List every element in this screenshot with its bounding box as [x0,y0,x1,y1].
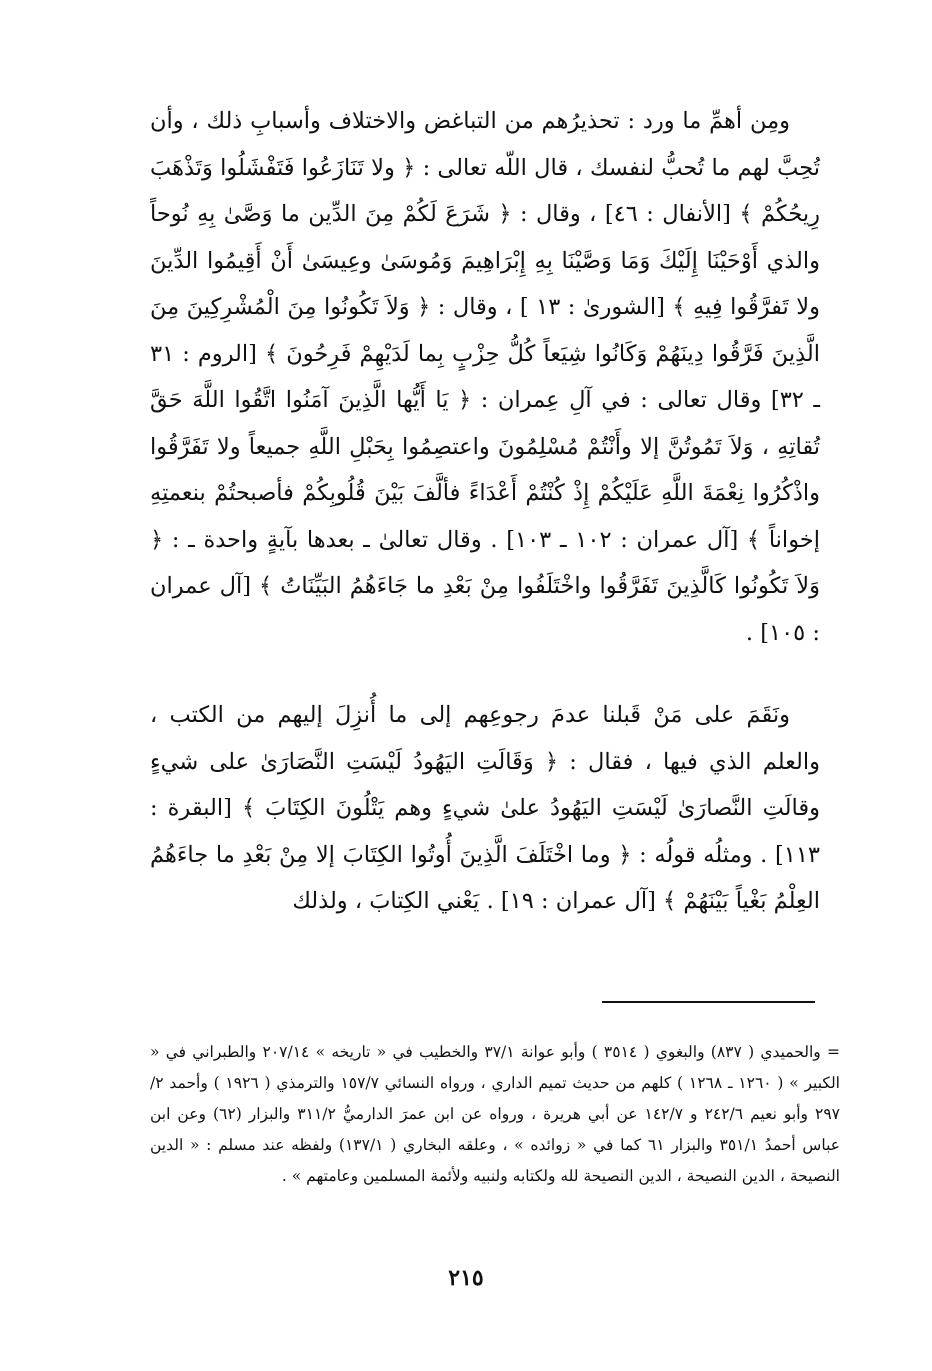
paragraph-2: ونَقَمَ على مَنْ قَبلنا عدمَ رجوعِهم إلى ما أُنزِلَ إليهم من الكتب ، والعلم الذي فيها ، فقال : ﴿ وَقَالَتِ اليَهُودُ لَيْسَتِ النَّصَارَىٰ على شيءٍ وقالَتِ النَّصارَىٰ لَيْسَتِ اليَهُودُ علىٰ شيءٍ وهم يَتْلُونَ الكِتَابَ ﴾ [البقرة : ١١٣] . ومثلُه قولُه : ﴿ وما اخْتَلَفَ الَّذِينَ أُوتُوا الكِتَابَ إلا مِنْ بَعْدِ ما جاءَهُمُ العِلْمُ بَغْياً بَيْنَهُمْ ﴾ [آل عمران : ١٩] . يَعْني الكِتابَ ، ولذلك [150,702,820,914]
paragraph-1: ومِن أهمِّ ما ورد : تحذيرُهم من التباغض والاختلاف وأسبابِ ذلك ، وأن تُحِبَّ لهم ما تُحبُّ لنفسك ، قال اللّه تعالى : ﴿ ولا تَنَازَعُوا فَتَفْشَلُوا وَتَذْهَبَ رِيحُكُمْ ﴾ [الأنفال : ٤٦] ، وقال : ﴿ شَرَعَ لَكُمْ مِنَ الدِّين ما وَصَّىٰ بِهِ نُوحاً والذي أَوْحَيْنَا إِلَيْكَ وَمَا وَصَّيْنَا بِهِ إِبْرَاهِيمَ وَمُوسَىٰ وعِيسَىٰ أَنْ أَقِيمُوا الدِّينَ ولا تَفرَّقُوا فِيهِ ﴾ [الشورىٰ : ١٣ ] ، وقال : ﴿ وَلاَ تَكُونُوا مِنَ الْمُشْرِكِينَ مِنَ الَّذِينَ فَرَّقُوا دِينَهُمْ وَكَانُوا شِيَعاً كُلُّ حِزْبٍ بِما لَدَيْهِمْ فَرِحُونَ ﴾ [الروم : ٣١ ـ ٣٢] وقال تعالى : في آلِ عِمران : ﴿ يَا أَيُّها الَّذِينَ آمَنُوا اتَّقُوا اللَّهَ حَقَّ تُقاتِهِ ، وَلاَ تَمُوتُنَّ إلا وأَنْتُمْ مُسْلِمُونَ واعتصِمُوا بِحَبْلِ اللَّهِ جميعاً ولا تَفَرَّقُوا واذْكُرُوا نِعْمَةَ اللَّهِ عَلَيْكُمْ إِذْ كُنْتُمْ أَعْدَاءً فألَّفَ بَيْنَ قُلُوبِكُمْ فأصبحتُمْ بنعمتِهِ إخواناً ﴾ [آل عمران : ١٠٢ ـ ١٠٣] . وقال تعالىٰ ـ بعدها بآيةٍ واحدة ـ : ﴿ وَلاَ تَكُونُوا كَالَّذِينَ تَفَرَّقُوا واخْتَلَفُوا مِنْ بَعْدِ ما جَاءَهُمُ البَيِّنَاتُ ﴾ [آل عمران : ١٠٥] . [150,108,820,646]
page-number: ٢١٥ [448,1265,484,1291]
footnote-text: = والحميدي ( ٨٣٧) والبغوي ( ٣٥١٤ ) وأبو عوانة ٣٧/١ والخطيب في « تاريخه » ٢٠٧/١٤ والطبراني في « الكبير » ( ١٢٦٠ ـ ١٢٦٨ ) كلهم من حديث تميم الداري ، ورواه النسائي ١٥٧/٧ والترمذي ( ١٩٢٦ ) وأحمد ٢/ ٢٩٧ وأبو نعيم ٢٤٢/٦ و ١٤٢/٧ عن أبي هريرة ، ورواه عن ابن عمرَ الدارميُّ ٣١١/٢ والبزار (٦٢) وعن ابن عباس أحمدُ ٣٥١/١ والبزار ٦١ كما في « زوائده » ، وعلقه البخاري ( ١٣٧/١) ولفظه عند مسلم : « الدين النصيحة ، الدين النصيحة ، الدين النصيحة لله ولكتابه ولنبيه ولأئمة المسلمين وعامتهم » . [150,1043,841,1185]
footnote [150,1037,840,1192]
main-text [150,98,820,925]
footnote-divider [602,1001,815,1003]
